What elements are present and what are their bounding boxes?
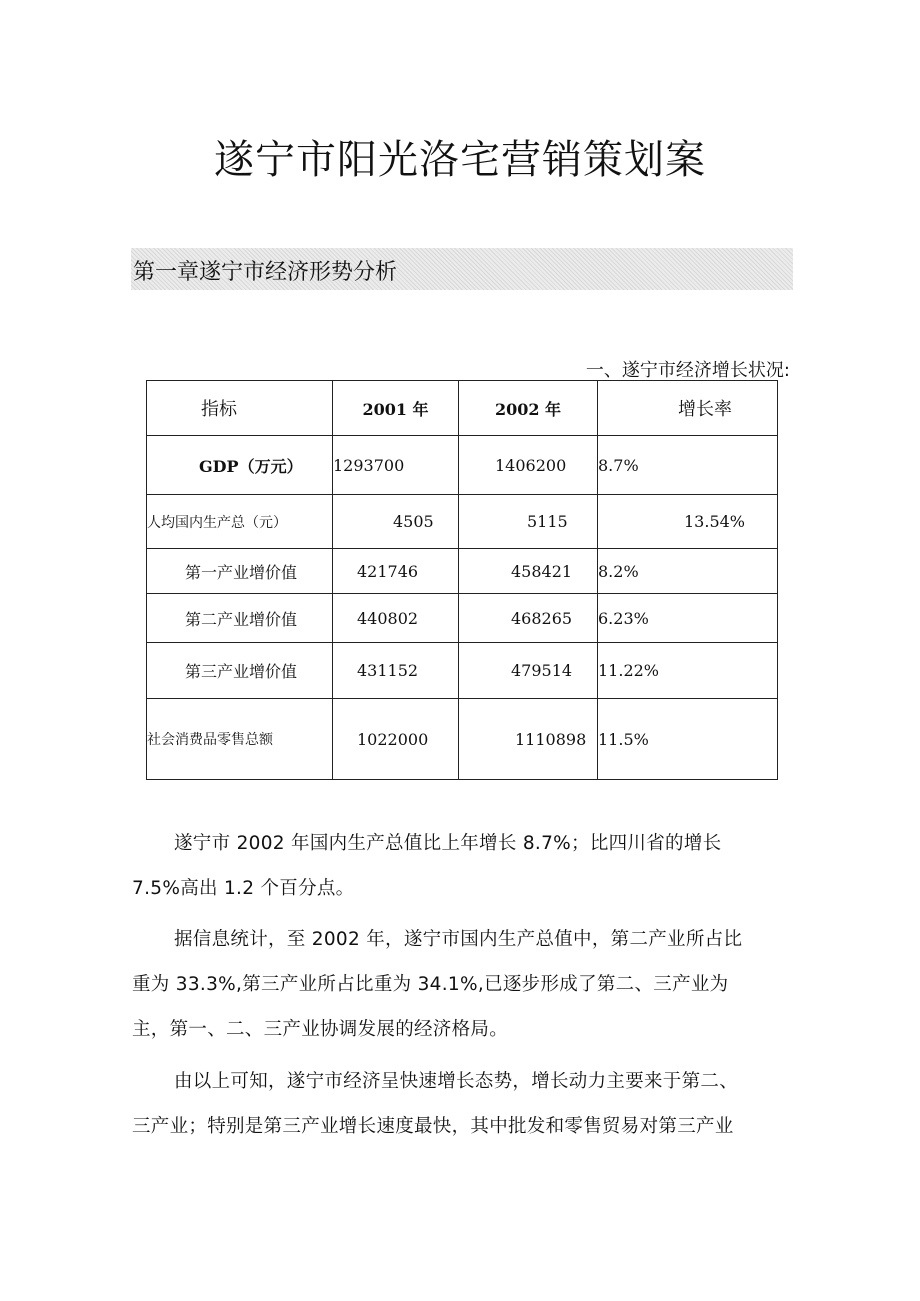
header-indicator: 指标: [147, 381, 333, 436]
paragraph-line: 主，第一、二、三产业协调发展的经济格局。: [132, 1019, 509, 1040]
header-2002: 2002 年: [459, 381, 598, 436]
cell-growth: 6.23%: [598, 594, 778, 643]
document-title: 遂宁市阳光洛宅营销策划案: [214, 137, 706, 183]
cell-growth: 13.54%: [598, 495, 778, 549]
paragraph-line: 三产业；特别是第三产业增长速度最快，其中批发和零售贸易对第三产业: [132, 1116, 734, 1137]
paragraph-line: 7.5%高出 1.2 个百分点。: [132, 878, 355, 899]
row-label: 人均国内生产总（元）: [147, 495, 333, 549]
cell-2001: 4505: [333, 495, 459, 549]
table-row: [147, 549, 778, 594]
paragraph-line: 重为 33.3%,第三产业所占比重为 34.1%,已逐步形成了第二、三产业为: [132, 974, 729, 995]
cell-2002: 1110898: [459, 699, 598, 780]
economic-stats-table: [146, 380, 778, 780]
cell-2001: 1293700: [333, 436, 459, 495]
cell-2001: 440802: [333, 594, 459, 643]
table-row: [147, 699, 778, 780]
chapter-heading-bar: [131, 248, 793, 290]
cell-growth: 8.7%: [598, 436, 778, 495]
paragraph-line: 据信息统计，至 2002 年，遂宁市国内生产总值中，第二产业所占比: [174, 929, 743, 950]
cell-growth: 11.22%: [598, 643, 778, 699]
table-row: [147, 643, 778, 699]
cell-2001: 431152: [333, 643, 459, 699]
cell-2001: 1022000: [333, 699, 459, 780]
section-heading: 一、遂宁市经济增长状况:: [585, 360, 790, 381]
paragraph-line: 遂宁市 2002 年国内生产总值比上年增长 8.7%；比四川省的增长: [174, 833, 722, 854]
row-label: 社会消费品零售总额: [147, 699, 333, 780]
row-label: GDP（万元）: [147, 436, 333, 495]
header-growth: 增长率: [598, 381, 778, 436]
row-label: 第一产业增价值: [147, 549, 333, 594]
row-label: 第二产业增价值: [147, 594, 333, 643]
cell-growth: 8.2%: [598, 549, 778, 594]
table-header-row: [147, 381, 778, 436]
table-row: [147, 436, 778, 495]
table-row: [147, 594, 778, 643]
paragraph-3: [132, 1059, 792, 1149]
paragraph-1: [132, 821, 792, 911]
cell-2002: 1406200: [459, 436, 598, 495]
table-row: [147, 495, 778, 549]
cell-growth: 11.5%: [598, 699, 778, 780]
cell-2002: 458421: [459, 549, 598, 594]
cell-2002: 479514: [459, 643, 598, 699]
header-2001: 2001 年: [333, 381, 459, 436]
paragraph-line: 由以上可知，遂宁市经济呈快速增长态势，增长动力主要来于第二、: [174, 1071, 739, 1092]
row-label: 第三产业增价值: [147, 643, 333, 699]
cell-2002: 5115: [459, 495, 598, 549]
cell-2002: 468265: [459, 594, 598, 643]
chapter-heading: 第一章遂宁市经济形势分析: [133, 260, 398, 285]
cell-2001: 421746: [333, 549, 459, 594]
paragraph-2: [132, 917, 792, 1052]
